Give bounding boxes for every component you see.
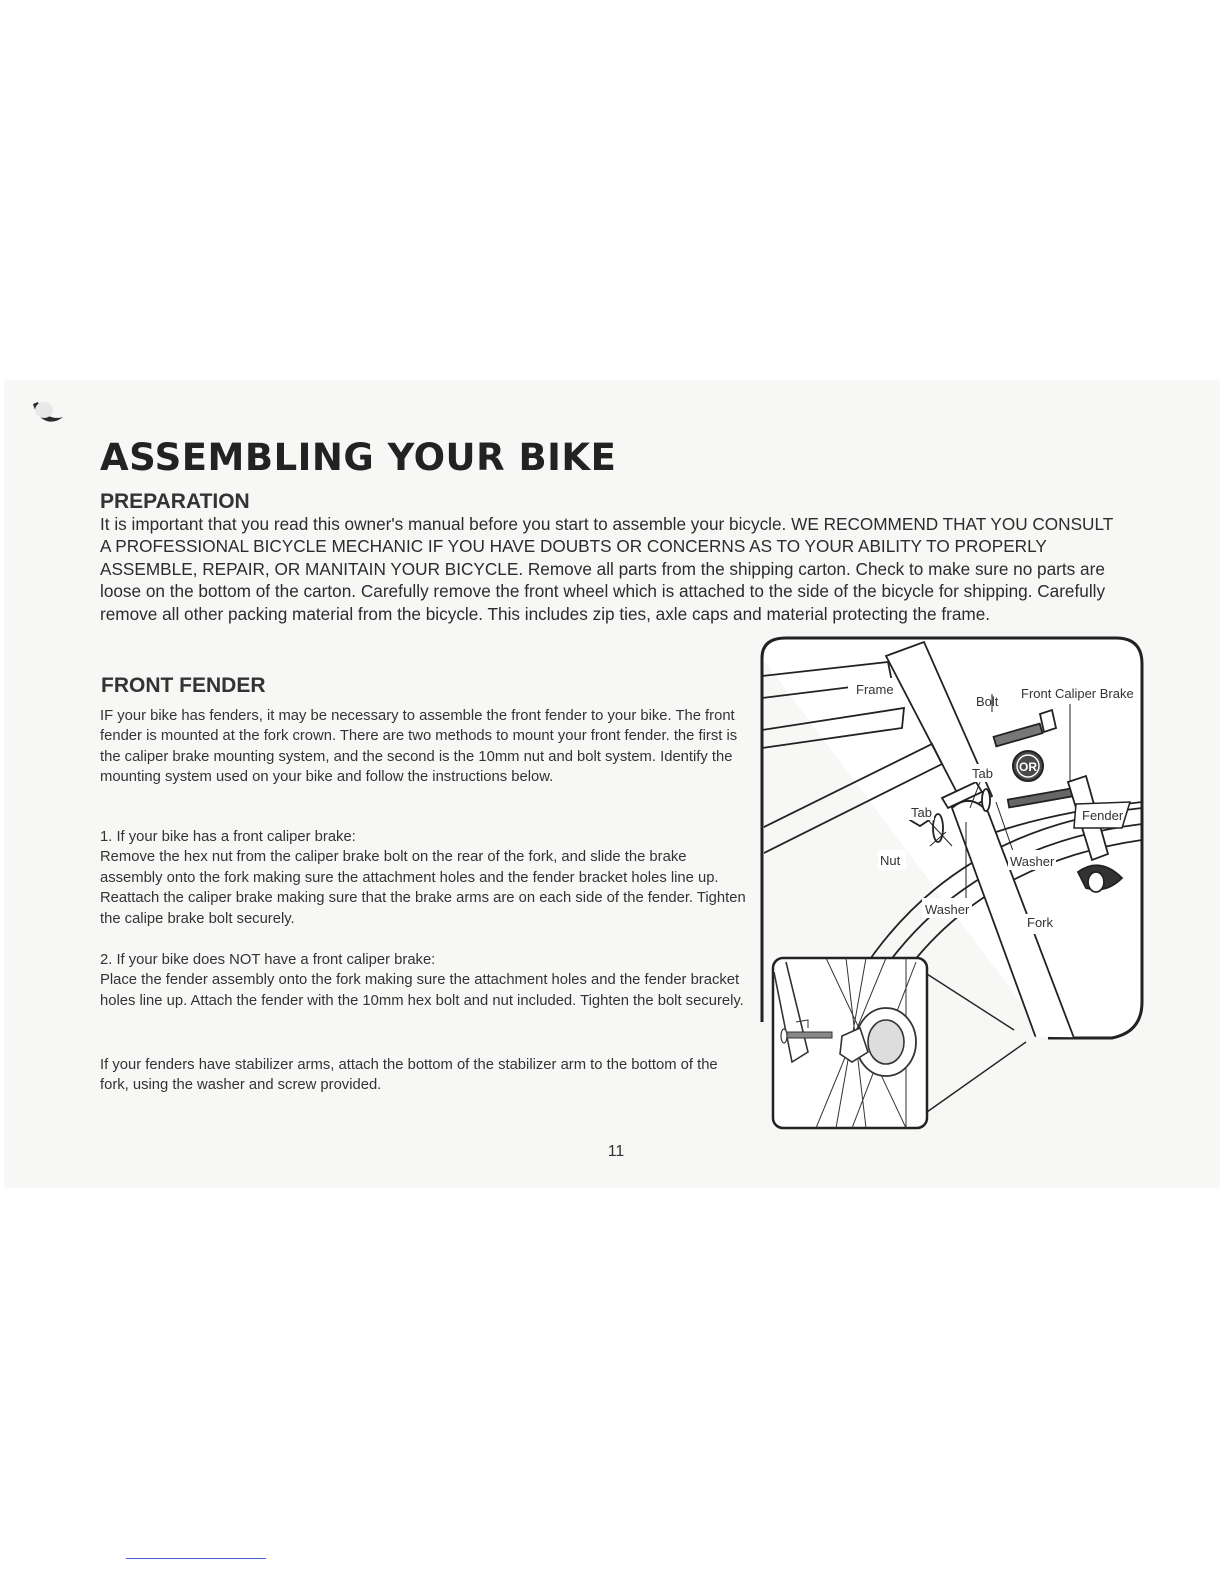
label-fork: Fork xyxy=(1027,915,1053,930)
step-2-title: 2. If your bike does NOT have a front caliper brake: xyxy=(100,952,436,968)
fender-assembly-diagram xyxy=(756,632,1148,1132)
page-title: ASSEMBLING YOUR BIKE xyxy=(100,436,617,479)
preparation-text: It is important that you read this owner's manual before you start to assemble your bicycle. WE RECOMMEND THAT YOU CONSULT A PROFESSIONAL BICYCLE MECHANIC IF YOU HAVE DOUBTS OR CONCERNS AS TO YOUR ABILITY TO PROPERLY ASSEMBLE, REPAIR, OR MANITAIN YOUR BICYCLE. Remove all parts from the shipping carton. Check to make sure no parts are loose on the bottom of the carton. Carefully remove the front wheel which is attached to the side of the bicycle for shipping. Carefully remove all other packing material from the bicycle. This includes zip ties, axle caps and material protecting the frame. xyxy=(100,514,1113,624)
front-fender-intro: IF your bike has fenders, it may be necessary to assemble the front fender to your bike. The front fender is mounted at the fork crown. There are two methods to mount your front fender. the first is the caliper brake mounting system, and the second is the 10mm nut and bolt system. Identify the mounting system used on your bike and follow the instructions below. xyxy=(100,708,738,786)
label-bolt: Bolt xyxy=(976,694,999,709)
step-2-text: Place the fender assembly onto the fork making sure the attachment holes and the fender bracket holes line up. Attach the fender with the 10mm hex bolt and nut included. Tighten the bolt securely. xyxy=(100,972,744,1009)
label-frame: Frame xyxy=(856,682,894,697)
corner-crescent-mark xyxy=(30,398,66,432)
label-washer-right: Washer xyxy=(1010,854,1055,869)
label-fender: Fender xyxy=(1082,808,1124,823)
or-badge-label: OR xyxy=(1019,760,1037,774)
step-1-text: Remove the hex nut from the caliper brake bolt on the rear of the fork, and slide the brake assembly onto the fork making sure the attachment holes and the fender bracket holes line up. Reattach the caliper brake making sure that the brake arms are on each side of the fender. Tighten the calipe brake bolt securely. xyxy=(100,849,746,927)
stabilizer-text: If your fenders have stabilizer arms, attach the bottom of the stabilizer arm to the bottom of the fork, using the washer and screw provided. xyxy=(100,1057,718,1094)
step-1-block xyxy=(100,827,750,929)
label-washer-lower: Washer xyxy=(925,902,970,917)
label-front-caliper-brake: Front Caliper Brake xyxy=(1021,686,1134,701)
or-badge xyxy=(1013,751,1043,781)
preparation-heading: PREPARATION xyxy=(100,490,250,513)
label-nut: Nut xyxy=(880,853,901,868)
hub-detail-inset xyxy=(773,958,927,1128)
front-fender-heading: FRONT FENDER xyxy=(101,674,266,697)
label-tab-lower: Tab xyxy=(911,805,932,820)
step-2-block xyxy=(100,950,750,1011)
page-number: 11 xyxy=(607,1143,625,1160)
label-tab-upper: Tab xyxy=(972,766,993,781)
step-1-title: 1. If your bike has a front caliper brake: xyxy=(100,829,356,845)
footnote-rule xyxy=(126,1558,266,1559)
